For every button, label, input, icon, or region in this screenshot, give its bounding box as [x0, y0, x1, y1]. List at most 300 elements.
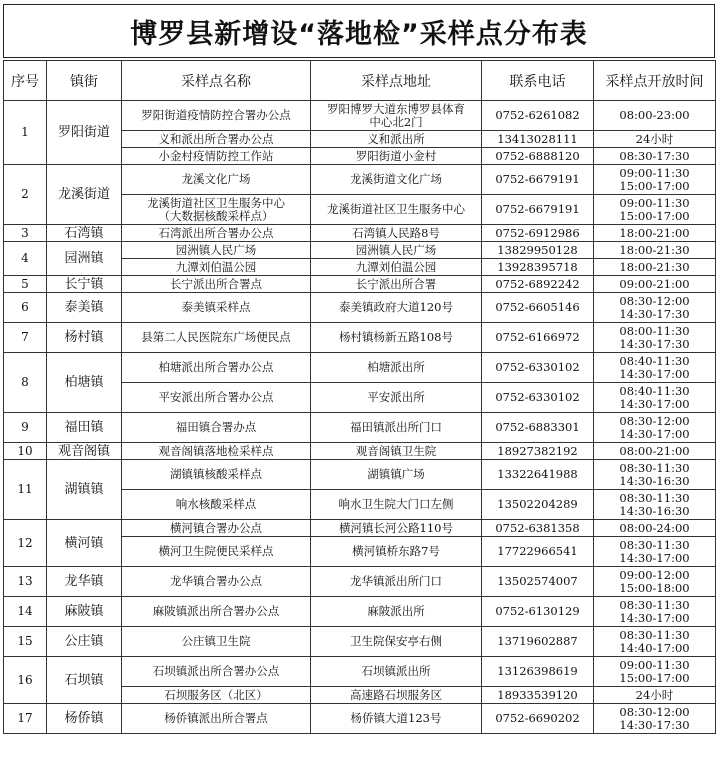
cell-seq: 6 [4, 293, 47, 323]
table-row [4, 657, 716, 687]
cell-site-name-lines [124, 522, 308, 535]
cell-site-address [311, 242, 482, 259]
cell-site-name [122, 101, 311, 131]
cell-site-name-line: 小金村疫情防控工作站 [158, 148, 274, 163]
table-row [4, 520, 716, 537]
cell-site-address-lines [313, 665, 479, 678]
cell-site-name-lines [124, 445, 308, 458]
cell-seq: 9 [4, 413, 47, 443]
cell-open-hours-line: 14:30-16:30 [619, 503, 690, 518]
cell-phone: 13502204289 [482, 490, 594, 520]
cell-phone: 0752-6892242 [482, 276, 594, 293]
cell-seq: 17 [4, 704, 47, 734]
table-row [4, 242, 716, 259]
cell-site-name-lines [124, 498, 308, 511]
cell-site-name-line: 义和派出所合署办公点 [158, 131, 274, 146]
cell-open-hours-line: 15:00-17:00 [619, 670, 690, 685]
cell-town: 福田镇 [47, 413, 122, 443]
cell-site-name-lines [124, 391, 308, 404]
cell-open-hours-line: 08:40-11:30 [619, 353, 690, 368]
cell-site-name-line: 横河镇合署办公点 [170, 520, 262, 535]
cell-site-name [122, 520, 311, 537]
cell-open-hours-lines [596, 150, 713, 163]
cell-site-name [122, 293, 311, 323]
cell-site-address-lines [313, 445, 479, 458]
cell-site-address [311, 259, 482, 276]
cell-open-hours-line: 08:30-12:00 [619, 293, 690, 308]
cell-open-hours-line: 14:30-17:00 [619, 396, 690, 411]
cell-phone: 13126398619 [482, 657, 594, 687]
cell-open-hours [594, 293, 716, 323]
cell-open-hours [594, 225, 716, 242]
cell-open-hours-line: 08:30-12:00 [619, 704, 690, 719]
cell-phone: 13502574007 [482, 567, 594, 597]
cell-site-address-line: 罗阳博罗大道东博罗县体育 [327, 101, 465, 116]
cell-open-hours-line: 15:00-18:00 [619, 580, 690, 595]
cell-site-name [122, 276, 311, 293]
cell-open-hours-line: 09:00-11:30 [619, 165, 690, 180]
cell-site-name-lines [124, 278, 308, 291]
cell-open-hours [594, 597, 716, 627]
cell-site-name [122, 627, 311, 657]
cell-site-name [122, 537, 311, 567]
cell-open-hours-lines [596, 295, 713, 321]
cell-site-address-line: 石坝镇派出所 [361, 664, 431, 678]
cell-site-address [311, 490, 482, 520]
cell-site-name-line: 罗阳街道疫情防控合署办公点 [141, 108, 291, 122]
header-seq: 序号 [4, 61, 47, 101]
table-row [4, 353, 716, 383]
header-site-name: 采样点名称 [122, 61, 311, 101]
cell-seq: 16 [4, 657, 47, 704]
cell-site-name [122, 165, 311, 195]
cell-site-name-line: 龙溪文化广场 [181, 172, 251, 186]
cell-site-address [311, 225, 482, 242]
cell-open-hours-lines [596, 227, 713, 240]
cell-site-address [311, 323, 482, 353]
cell-open-hours-line: 18:00-21:30 [619, 259, 690, 274]
cell-site-address-line: 杨侨镇大道123号 [350, 711, 442, 725]
cell-site-address-line: 龙溪街道社区卫生服务中心 [327, 202, 465, 216]
cell-site-name-line: 公庄镇卫生院 [181, 634, 251, 648]
cell-open-hours-line: 08:40-11:30 [619, 383, 690, 398]
table-row [4, 101, 716, 131]
cell-site-address [311, 293, 482, 323]
cell-site-address-lines [313, 522, 479, 535]
cell-open-hours-lines [596, 133, 713, 146]
table-body [4, 101, 716, 734]
cell-site-name-line: 平安派出所合署办公点 [158, 390, 274, 404]
cell-open-hours [594, 520, 716, 537]
cell-site-address-lines [313, 301, 479, 314]
cell-site-address [311, 627, 482, 657]
cell-site-address [311, 131, 482, 148]
cell-site-name [122, 657, 311, 687]
cell-phone: 18933539120 [482, 687, 594, 704]
cell-open-hours-line: 15:00-17:00 [619, 178, 690, 193]
cell-site-address-line: 杨村镇杨新五路108号 [339, 330, 453, 344]
cell-site-name-line: 九潭刘伯温公园 [175, 259, 257, 274]
cell-site-name-lines [124, 150, 308, 163]
cell-open-hours-line: 18:00-21:00 [619, 225, 690, 240]
table-row [4, 704, 716, 734]
cell-site-address [311, 383, 482, 413]
cell-site-address [311, 443, 482, 460]
cell-seq: 5 [4, 276, 47, 293]
cell-open-hours-line: 08:00-23:00 [619, 108, 690, 122]
table-row [4, 293, 716, 323]
table-row [4, 597, 716, 627]
table-row [4, 413, 716, 443]
header-site-address: 采样点地址 [311, 61, 482, 101]
cell-site-address-lines [313, 689, 479, 702]
cell-open-hours [594, 131, 716, 148]
cell-site-name-lines [124, 712, 308, 725]
cell-open-hours-line: 08:30-11:30 [619, 460, 690, 475]
cell-site-name-lines [124, 331, 308, 344]
cell-site-name [122, 460, 311, 490]
cell-town: 公庄镇 [47, 627, 122, 657]
cell-open-hours [594, 687, 716, 704]
cell-site-name [122, 567, 311, 597]
cell-site-name-lines [124, 173, 308, 186]
cell-site-address [311, 148, 482, 165]
cell-site-address-lines [313, 575, 479, 588]
cell-open-hours-line: 08:30-11:30 [619, 597, 690, 612]
cell-site-name [122, 353, 311, 383]
cell-site-name-lines [124, 261, 308, 274]
cell-open-hours-lines [596, 522, 713, 535]
cell-site-address-lines [313, 150, 479, 163]
cell-seq: 4 [4, 242, 47, 276]
cell-site-address-lines [313, 203, 479, 216]
cell-open-hours-lines [596, 278, 713, 291]
cell-site-address [311, 537, 482, 567]
cell-open-hours-lines [596, 109, 713, 122]
cell-site-address-line: 高速路石坝服务区 [350, 687, 442, 702]
cell-site-address [311, 413, 482, 443]
cell-site-name [122, 413, 311, 443]
cell-open-hours [594, 242, 716, 259]
cell-site-name-lines [124, 575, 308, 588]
cell-site-address-line: 泰美镇政府大道120号 [339, 300, 453, 314]
cell-open-hours-lines [596, 445, 713, 458]
header-town: 镇街 [47, 61, 122, 101]
cell-open-hours [594, 165, 716, 195]
cell-town: 罗阳街道 [47, 101, 122, 165]
cell-site-name-lines [124, 689, 308, 702]
cell-open-hours [594, 195, 716, 225]
cell-site-address [311, 460, 482, 490]
cell-town: 龙华镇 [47, 567, 122, 597]
cell-site-address [311, 597, 482, 627]
cell-site-name-line: 园洲镇人民广场 [175, 242, 257, 257]
cell-site-name-line: 龙华镇合署办公点 [170, 574, 262, 588]
cell-site-address-line: 卫生院保安亭右侧 [350, 634, 442, 648]
cell-open-hours-line: 09:00-11:30 [619, 657, 690, 672]
cell-site-name [122, 687, 311, 704]
cell-phone: 13413028111 [482, 131, 594, 148]
cell-open-hours-line: 24小时 [635, 131, 674, 146]
cell-open-hours-lines [596, 689, 713, 702]
cell-site-name [122, 490, 311, 520]
cell-site-address-lines [313, 244, 479, 257]
cell-town: 观音阁镇 [47, 443, 122, 460]
cell-town: 湖镇镇 [47, 460, 122, 520]
cell-open-hours [594, 490, 716, 520]
cell-open-hours-line: 18:00-21:30 [619, 242, 690, 257]
cell-phone: 0752-6330102 [482, 353, 594, 383]
cell-site-address [311, 276, 482, 293]
cell-site-name [122, 383, 311, 413]
cell-phone: 0752-6166972 [482, 323, 594, 353]
page-title: 博罗县新增设“落地检”采样点分布表 [3, 4, 715, 58]
cell-seq: 8 [4, 353, 47, 413]
cell-site-name-line: 湖镇镇核酸采样点 [170, 467, 262, 481]
cell-seq: 15 [4, 627, 47, 657]
cell-town: 石湾镇 [47, 225, 122, 242]
cell-phone: 0752-6679191 [482, 165, 594, 195]
cell-town: 泰美镇 [47, 293, 122, 323]
cell-town: 杨侨镇 [47, 704, 122, 734]
cell-town: 龙溪街道 [47, 165, 122, 225]
cell-open-hours [594, 383, 716, 413]
cell-site-address-line: 九潭刘伯温公园 [355, 259, 437, 274]
cell-site-name-lines [124, 605, 308, 618]
cell-town: 杨村镇 [47, 323, 122, 353]
cell-open-hours-lines [596, 385, 713, 411]
cell-site-name [122, 259, 311, 276]
cell-site-name-lines [124, 468, 308, 481]
cell-phone: 0752-6381358 [482, 520, 594, 537]
cell-open-hours-lines [596, 539, 713, 565]
cell-seq: 2 [4, 165, 47, 225]
sampling-sites-table [3, 60, 716, 734]
cell-site-address-line: 横河镇长河公路110号 [339, 520, 453, 535]
cell-site-address-line: 园洲镇人民广场 [355, 242, 437, 257]
table-row [4, 567, 716, 597]
cell-site-address-lines [313, 331, 479, 344]
cell-open-hours-line: 08:00-21:00 [619, 443, 690, 458]
table-row [4, 225, 716, 242]
cell-site-address-lines [313, 498, 479, 511]
cell-site-name-line: 横河卫生院便民采样点 [158, 544, 274, 558]
cell-site-address-lines [313, 173, 479, 186]
cell-site-address-line: 响水卫生院大门口左侧 [338, 497, 454, 511]
cell-open-hours [594, 627, 716, 657]
cell-open-hours-line: 09:00-11:30 [619, 195, 690, 210]
cell-phone: 0752-6605146 [482, 293, 594, 323]
cell-phone: 0752-6261082 [482, 101, 594, 131]
cell-open-hours-lines [596, 355, 713, 381]
cell-site-address-lines [313, 361, 479, 374]
cell-seq: 13 [4, 567, 47, 597]
cell-site-address [311, 567, 482, 597]
cell-open-hours-lines [596, 659, 713, 685]
cell-site-address [311, 687, 482, 704]
cell-open-hours-line: 08:30-11:30 [619, 490, 690, 505]
cell-open-hours [594, 353, 716, 383]
cell-open-hours-line: 09:00-12:00 [619, 567, 690, 582]
cell-site-name-lines [124, 133, 308, 146]
cell-site-address-line: 义和派出所 [367, 131, 425, 146]
cell-town: 横河镇 [47, 520, 122, 567]
cell-phone: 0752-6130129 [482, 597, 594, 627]
cell-open-hours-lines [596, 415, 713, 441]
cell-seq: 3 [4, 225, 47, 242]
cell-site-address-lines [313, 421, 479, 434]
cell-open-hours-line: 15:00-17:00 [619, 208, 690, 223]
cell-open-hours [594, 537, 716, 567]
cell-site-name-lines [124, 545, 308, 558]
cell-site-name-line: 响水核酸采样点 [175, 497, 257, 511]
cell-phone: 18927382192 [482, 443, 594, 460]
cell-phone: 0752-6330102 [482, 383, 594, 413]
cell-open-hours-line: 08:00-24:00 [619, 520, 690, 535]
cell-site-name [122, 242, 311, 259]
cell-seq: 7 [4, 323, 47, 353]
cell-site-address-lines [313, 133, 479, 146]
cell-site-name [122, 131, 311, 148]
cell-open-hours-lines [596, 706, 713, 732]
cell-site-name-lines [124, 197, 308, 223]
cell-site-name-line: 龙溪街道社区卫生服务中心 [147, 195, 285, 210]
cell-site-name-line: （大数据核酸采样点） [158, 208, 274, 223]
cell-site-name-lines [124, 227, 308, 240]
cell-open-hours-lines [596, 599, 713, 625]
table-row [4, 276, 716, 293]
cell-phone: 0752-6690202 [482, 704, 594, 734]
cell-site-address-lines [313, 712, 479, 725]
cell-open-hours [594, 413, 716, 443]
cell-site-name-lines [124, 361, 308, 374]
cell-site-address-line: 中心北2门 [369, 114, 423, 129]
table-row [4, 627, 716, 657]
cell-open-hours-line: 14:40-17:00 [619, 640, 690, 655]
cell-phone: 13928395718 [482, 259, 594, 276]
cell-site-name [122, 704, 311, 734]
cell-open-hours [594, 567, 716, 597]
cell-site-address-line: 横河镇桥东路7号 [352, 544, 440, 558]
cell-site-name-lines [124, 244, 308, 257]
cell-site-address [311, 101, 482, 131]
cell-site-address [311, 165, 482, 195]
cell-phone: 17722966541 [482, 537, 594, 567]
table-row [4, 443, 716, 460]
cell-open-hours-lines [596, 629, 713, 655]
cell-site-name [122, 443, 311, 460]
cell-site-address-lines [313, 278, 479, 291]
cell-open-hours-lines [596, 244, 713, 257]
cell-site-name-line: 杨侨镇派出所合署点 [164, 711, 268, 725]
cell-site-address-line: 石湾镇人民路8号 [352, 225, 440, 240]
cell-site-address [311, 704, 482, 734]
cell-site-name-line: 长宁派出所合署点 [170, 276, 262, 291]
cell-phone: 0752-6679191 [482, 195, 594, 225]
cell-phone: 13322641988 [482, 460, 594, 490]
cell-open-hours-line: 14:30-17:00 [619, 366, 690, 381]
cell-open-hours [594, 148, 716, 165]
cell-open-hours [594, 460, 716, 490]
cell-site-name-line: 泰美镇采样点 [181, 300, 251, 314]
cell-site-address-lines [313, 261, 479, 274]
cell-site-address-lines [313, 635, 479, 648]
cell-site-address-line: 龙华镇派出所门口 [350, 574, 442, 588]
cell-open-hours-line: 14:30-17:30 [619, 336, 690, 351]
header-phone: 联系电话 [482, 61, 594, 101]
cell-open-hours-line: 14:30-17:30 [619, 717, 690, 732]
cell-open-hours [594, 259, 716, 276]
cell-open-hours-line: 14:30-17:00 [619, 550, 690, 565]
cell-phone: 13829950128 [482, 242, 594, 259]
cell-site-name-lines [124, 301, 308, 314]
cell-site-name-lines [124, 109, 308, 122]
table-row [4, 165, 716, 195]
cell-phone: 0752-6912986 [482, 225, 594, 242]
cell-open-hours [594, 657, 716, 687]
cell-open-hours-line: 08:00-11:30 [619, 323, 690, 338]
cell-site-address [311, 195, 482, 225]
header-open-hours: 采样点开放时间 [594, 61, 716, 101]
cell-site-address-line: 麻陂派出所 [367, 604, 425, 618]
cell-site-address-lines [313, 605, 479, 618]
cell-open-hours [594, 101, 716, 131]
table-row [4, 460, 716, 490]
cell-seq: 11 [4, 460, 47, 520]
cell-phone: 0752-6883301 [482, 413, 594, 443]
cell-open-hours-line: 08:30-17:30 [619, 148, 690, 163]
table-row [4, 323, 716, 353]
cell-site-address-line: 湖镇镇广场 [367, 467, 425, 481]
cell-seq: 12 [4, 520, 47, 567]
cell-site-name-line: 福田镇合署办点 [175, 420, 257, 434]
cell-site-name [122, 225, 311, 242]
cell-site-address [311, 657, 482, 687]
cell-town: 柏塘镇 [47, 353, 122, 413]
cell-site-name-line: 麻陂镇派出所合署办公点 [152, 604, 280, 618]
cell-site-address-line: 龙溪街道文化广场 [350, 172, 442, 186]
cell-open-hours-lines [596, 569, 713, 595]
cell-open-hours-line: 14:30-17:30 [619, 306, 690, 321]
cell-site-name [122, 597, 311, 627]
cell-site-address [311, 520, 482, 537]
cell-open-hours-lines [596, 167, 713, 193]
cell-seq: 10 [4, 443, 47, 460]
cell-open-hours [594, 276, 716, 293]
cell-site-address-lines [313, 391, 479, 404]
cell-open-hours-line: 08:30-11:30 [619, 537, 690, 552]
cell-site-name-line: 柏塘派出所合署办公点 [158, 360, 274, 374]
cell-site-address-line: 罗阳街道小金村 [355, 148, 437, 163]
cell-open-hours-line: 14:30-16:30 [619, 473, 690, 488]
cell-town: 石坝镇 [47, 657, 122, 704]
cell-site-name-lines [124, 635, 308, 648]
cell-open-hours-line: 09:00-21:00 [619, 276, 690, 291]
cell-site-name-lines [124, 421, 308, 434]
cell-site-name-line: 石坝镇派出所合署办公点 [152, 664, 280, 678]
cell-site-address-lines [313, 468, 479, 481]
cell-site-address-line: 柏塘派出所 [367, 360, 425, 374]
cell-site-name-line: 石湾派出所合署办公点 [158, 225, 274, 240]
cell-open-hours-line: 14:30-17:00 [619, 610, 690, 625]
cell-open-hours-line: 14:30-17:00 [619, 426, 690, 441]
cell-site-address-line: 平安派出所 [367, 390, 425, 404]
cell-open-hours-lines [596, 462, 713, 488]
cell-site-address [311, 353, 482, 383]
cell-seq: 14 [4, 597, 47, 627]
cell-site-address-lines [313, 103, 479, 129]
cell-site-name-line: 观音阁镇落地检采样点 [158, 443, 274, 458]
